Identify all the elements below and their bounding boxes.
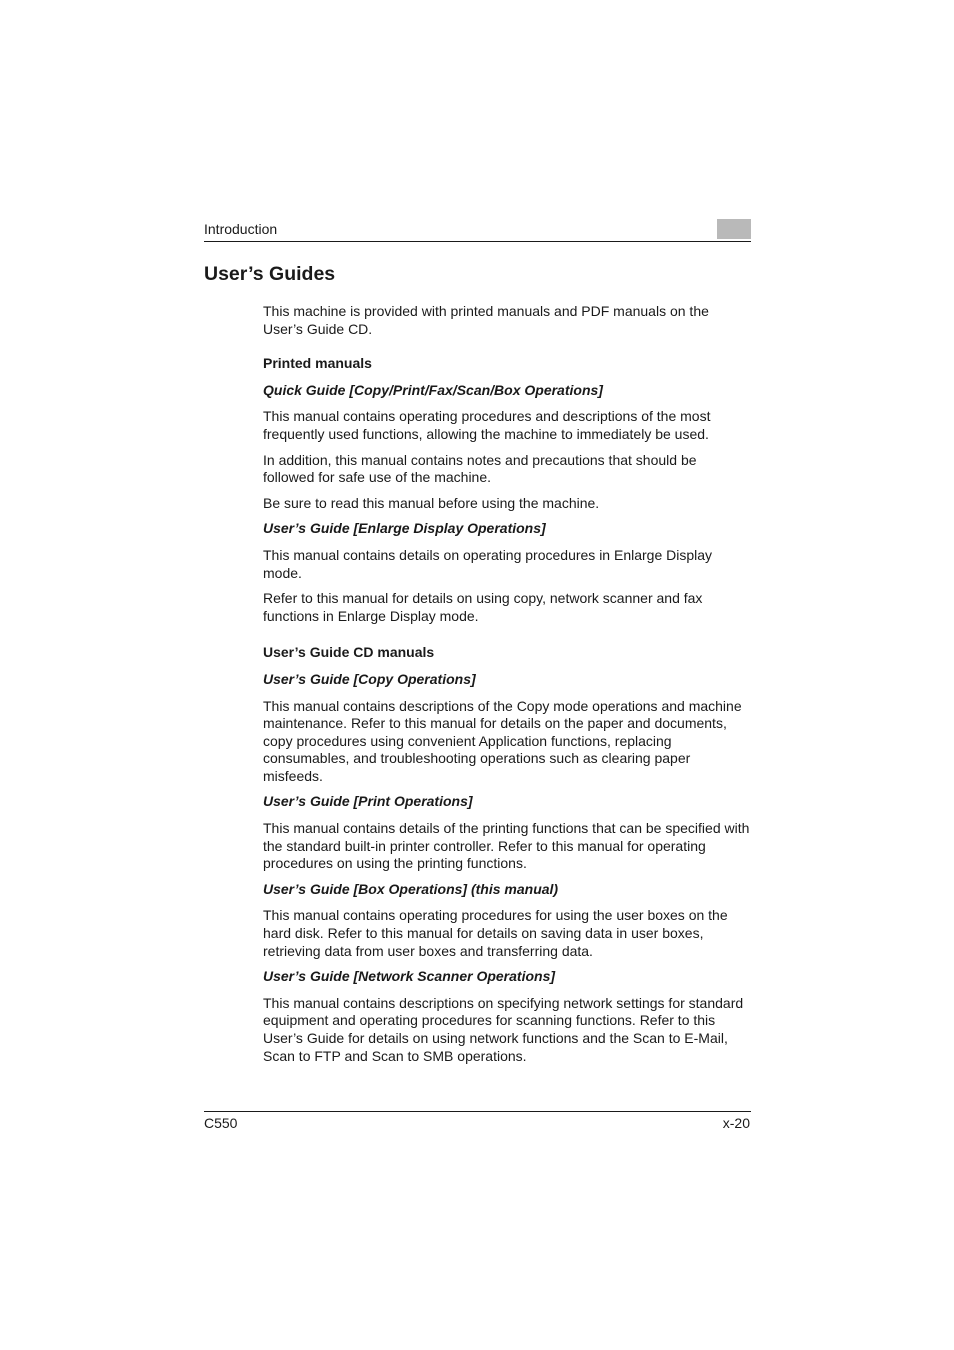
guide-paragraph: This manual contains operating procedures for using the user boxes on the hard disk. Refer to this manual for details on saving data in user boxes, retrieving data from user boxes and transferring data.	[263, 907, 728, 959]
guide-paragraph: This manual contains descriptions on specifying network settings for standard equipment and operating procedures for scanning functions. Refer to this User’s Guide for details on using network functions and the Scan to E-Mail, Scan to FTP and Scan to SMB operations.	[263, 994, 744, 1064]
main-content	[263, 303, 751, 1073]
guide-paragraph: This manual contains descriptions of the Copy mode operations and machine maintenance. Refer to this manual for details on the paper and documents, copy procedures using convenient Application functions, replacing consumables, and troubleshooting operations such as clearing paper misfeeds.	[263, 697, 742, 784]
footer-model: C550	[204, 1115, 238, 1131]
header-rule	[204, 241, 751, 242]
cd-manuals-heading: User’s Guide CD manuals	[263, 644, 435, 661]
header-tab-marker	[717, 219, 751, 239]
guide-title: User’s Guide [Box Operations] (this manual)	[263, 880, 559, 897]
guide-title: User’s Guide [Enlarge Display Operations]	[263, 520, 546, 537]
guide-title: User’s Guide [Print Operations]	[263, 793, 473, 810]
page-header	[204, 219, 751, 243]
page-title: User’s Guides	[204, 263, 336, 285]
guide-paragraph: This manual contains details on operating procedures in Enlarge Display mode.	[263, 546, 713, 581]
intro-paragraph: This machine is provided with printed manuals and PDF manuals on the User’s Guide CD.	[263, 303, 709, 337]
guide-title: Quick Guide [Copy/Print/Fax/Scan/Box Operations]	[263, 381, 603, 398]
footer-page-number: x-20	[722, 1115, 750, 1131]
guide-paragraph: Refer to this manual for details on using copy, network scanner and fax functions in Enlarge Display mode.	[263, 590, 703, 624]
guide-paragraph: This manual contains operating procedures and descriptions of the most frequently used functions, allowing the machine to immediately be used.	[263, 408, 711, 442]
printed-manuals-heading: Printed manuals	[263, 355, 372, 372]
guide-paragraph: Be sure to read this manual before using the machine.	[263, 494, 600, 511]
header-section-name: Introduction	[204, 221, 278, 237]
footer-rule	[204, 1111, 751, 1112]
guide-title: User’s Guide [Copy Operations]	[263, 670, 476, 687]
guide-title: User’s Guide [Network Scanner Operations]	[263, 968, 556, 985]
guide-paragraph: This manual contains details of the printing functions that can be specified with the standard built-in printer controller. Refer to this manual for operating procedures on using the printing functions.	[263, 820, 750, 872]
guide-paragraph: In addition, this manual contains notes and precautions that should be followed for safe use of the machine.	[263, 451, 697, 486]
